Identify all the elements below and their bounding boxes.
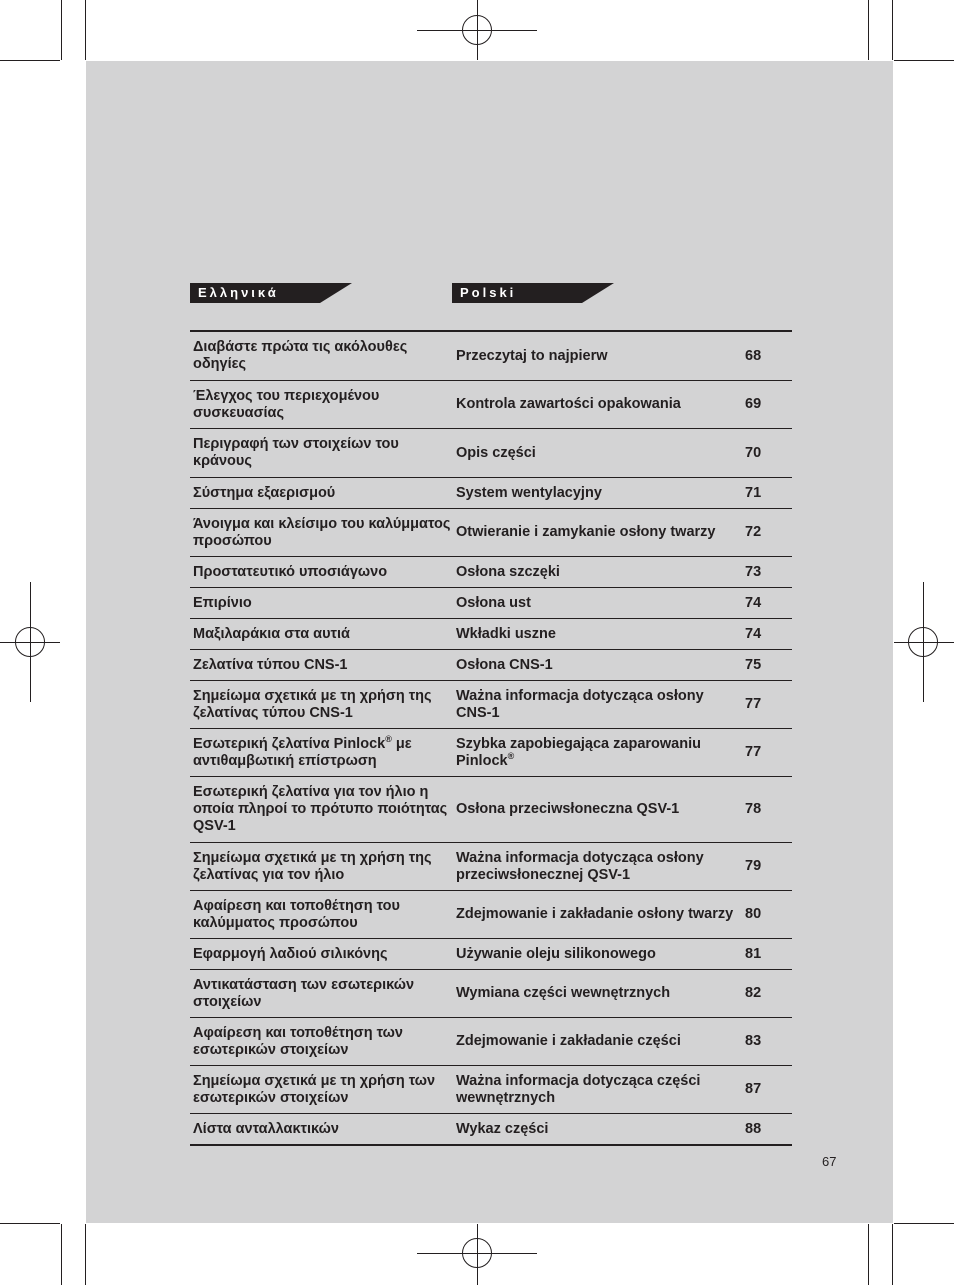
toc-polish-title: Ważna informacja dotycząca części wewnętrznych (456, 1072, 701, 1106)
toc-greek-title: Λίστα ανταλλακτικών (193, 1120, 339, 1137)
toc-page-number: 88 (745, 1120, 762, 1137)
toc-row[interactable] (190, 938, 792, 969)
toc-greek-title: Διαβάστε πρώτα τις ακόλουθες οδηγίες (193, 339, 408, 372)
toc-greek-title: Εσωτερική ζελατίνα Pinlock® με αντιθαμβωτική επίστρωση (193, 733, 412, 769)
toc-row[interactable] (190, 969, 792, 1017)
toc-row[interactable] (190, 728, 792, 776)
toc-row[interactable] (190, 680, 792, 728)
toc-polish-title: Ważna informacja dotycząca osłony przeciwsłonecznej QSV-1 (456, 849, 704, 883)
toc-page-number: 70 (745, 444, 762, 461)
toc-greek-title: Εσωτερική ζελατίνα για τον ήλιο η οποία πληροί το πρότυπο ποιότητας QSV-1 (193, 784, 448, 834)
toc-page-number: 83 (745, 1033, 762, 1049)
toc-polish-title: Zdejmowanie i zakładanie części (456, 1033, 681, 1049)
toc-greek-title: Εφαρμογή λαδιού σιλικόνης (193, 945, 388, 962)
toc-page-number: 80 (745, 906, 762, 922)
toc-polish-title: Przeczytaj to najpierw (456, 347, 608, 364)
toc-polish-title: Wkładki uszne (456, 625, 556, 642)
toc-greek-title: Επιρίνιο (193, 594, 252, 611)
toc-page-number: 74 (745, 594, 762, 611)
toc-row[interactable] (190, 890, 792, 938)
toc-row[interactable] (190, 556, 792, 587)
toc-page-number: 69 (745, 396, 762, 412)
toc-polish-title: Szybka zapobiegająca zaparowaniu Pinlock® (456, 735, 701, 769)
toc-row[interactable] (190, 477, 792, 508)
toc-row[interactable] (190, 842, 792, 890)
toc-row[interactable] (190, 380, 792, 428)
toc-page-number: 81 (745, 945, 762, 962)
toc-page-number: 71 (745, 484, 762, 501)
toc-polish-title: Osłona CNS-1 (456, 656, 553, 673)
toc-row[interactable] (190, 1017, 792, 1065)
toc-row[interactable] (190, 1065, 792, 1113)
toc-row[interactable] (190, 618, 792, 649)
toc-greek-title: Σημείωμα σχετικά με τη χρήση της ζελατίνας τύπου CNS-1 (193, 687, 432, 721)
toc-page-number: 82 (745, 985, 762, 1001)
toc-page-number: 77 (745, 696, 762, 712)
toc-polish-title: Ważna informacja dotycząca osłony CNS-1 (456, 687, 704, 721)
toc-polish-title: Opis części (456, 444, 536, 461)
toc-greek-title: Ζελατίνα τύπου CNS-1 (193, 656, 348, 673)
toc-polish-title: Kontrola zawartości opakowania (456, 396, 681, 412)
toc-polish-title: Otwieranie i zamykanie osłony twarzy (456, 524, 716, 540)
toc-page-number: 78 (745, 801, 762, 817)
toc-row[interactable] (190, 587, 792, 618)
toc-polish-title: Osłona szczęki (456, 563, 560, 580)
toc-row[interactable] (190, 649, 792, 680)
toc-greek-title: Σημείωμα σχετικά με τη χρήση των εσωτερικών στοιχείων (193, 1072, 436, 1106)
toc-greek-title: Σύστημα εξαερισμού (193, 484, 336, 501)
toc-greek-title: Αφαίρεση και τοποθέτηση των εσωτερικών στοιχείων (193, 1024, 403, 1058)
page-number: 67 (822, 1154, 837, 1169)
toc-page-number: 73 (745, 563, 762, 580)
toc-polish-title: Używanie oleju silikonowego (456, 945, 656, 962)
toc-page-number: 75 (745, 656, 762, 673)
toc-page-number: 68 (745, 347, 762, 364)
toc-greek-title: Μαξιλαράκια στα αυτιά (193, 625, 350, 642)
toc-row[interactable] (190, 776, 792, 842)
toc-page-number: 87 (745, 1081, 762, 1097)
toc-greek-title: Αφαίρεση και τοποθέτηση του καλύμματος προσώπου (193, 897, 400, 931)
toc-polish-title: Wykaz części (456, 1120, 549, 1137)
toc-greek-title: Άνοιγμα και κλείσιμο του καλύμματος προσώπου (193, 515, 451, 549)
toc-greek-title: Έλεγχος του περιεχομένου συσκευασίας (193, 387, 380, 421)
language-tab-polish: Polski (452, 283, 516, 303)
toc-greek-title: Αντικατάσταση των εσωτερικών στοιχείων (193, 976, 415, 1010)
table-of-contents (190, 330, 792, 1146)
toc-polish-title: Zdejmowanie i zakładanie osłony twarzy (456, 906, 734, 922)
toc-polish-title: Osłona ust (456, 594, 531, 611)
toc-row[interactable] (190, 428, 792, 477)
toc-page-number: 72 (745, 524, 762, 540)
toc-greek-title: Περιγραφή των στοιχείων του κράνους (193, 436, 399, 469)
toc-page-number: 77 (745, 744, 762, 760)
language-tab-greek: Ελληνικά (190, 283, 279, 303)
toc-page-number: 74 (745, 625, 762, 642)
toc-greek-title: Σημείωμα σχετικά με τη χρήση της ζελατίνας για τον ήλιο (193, 849, 432, 883)
toc-row[interactable] (190, 332, 792, 380)
toc-row[interactable] (190, 508, 792, 556)
toc-polish-title: Osłona przeciwsłoneczna QSV-1 (456, 801, 680, 817)
toc-row[interactable] (190, 1113, 792, 1144)
toc-polish-title: System wentylacyjny (456, 484, 602, 501)
toc-page-number: 79 (745, 858, 762, 874)
toc-greek-title: Προστατευτικό υποσιάγωνο (193, 563, 388, 580)
toc-polish-title: Wymiana części wewnętrznych (456, 985, 671, 1001)
